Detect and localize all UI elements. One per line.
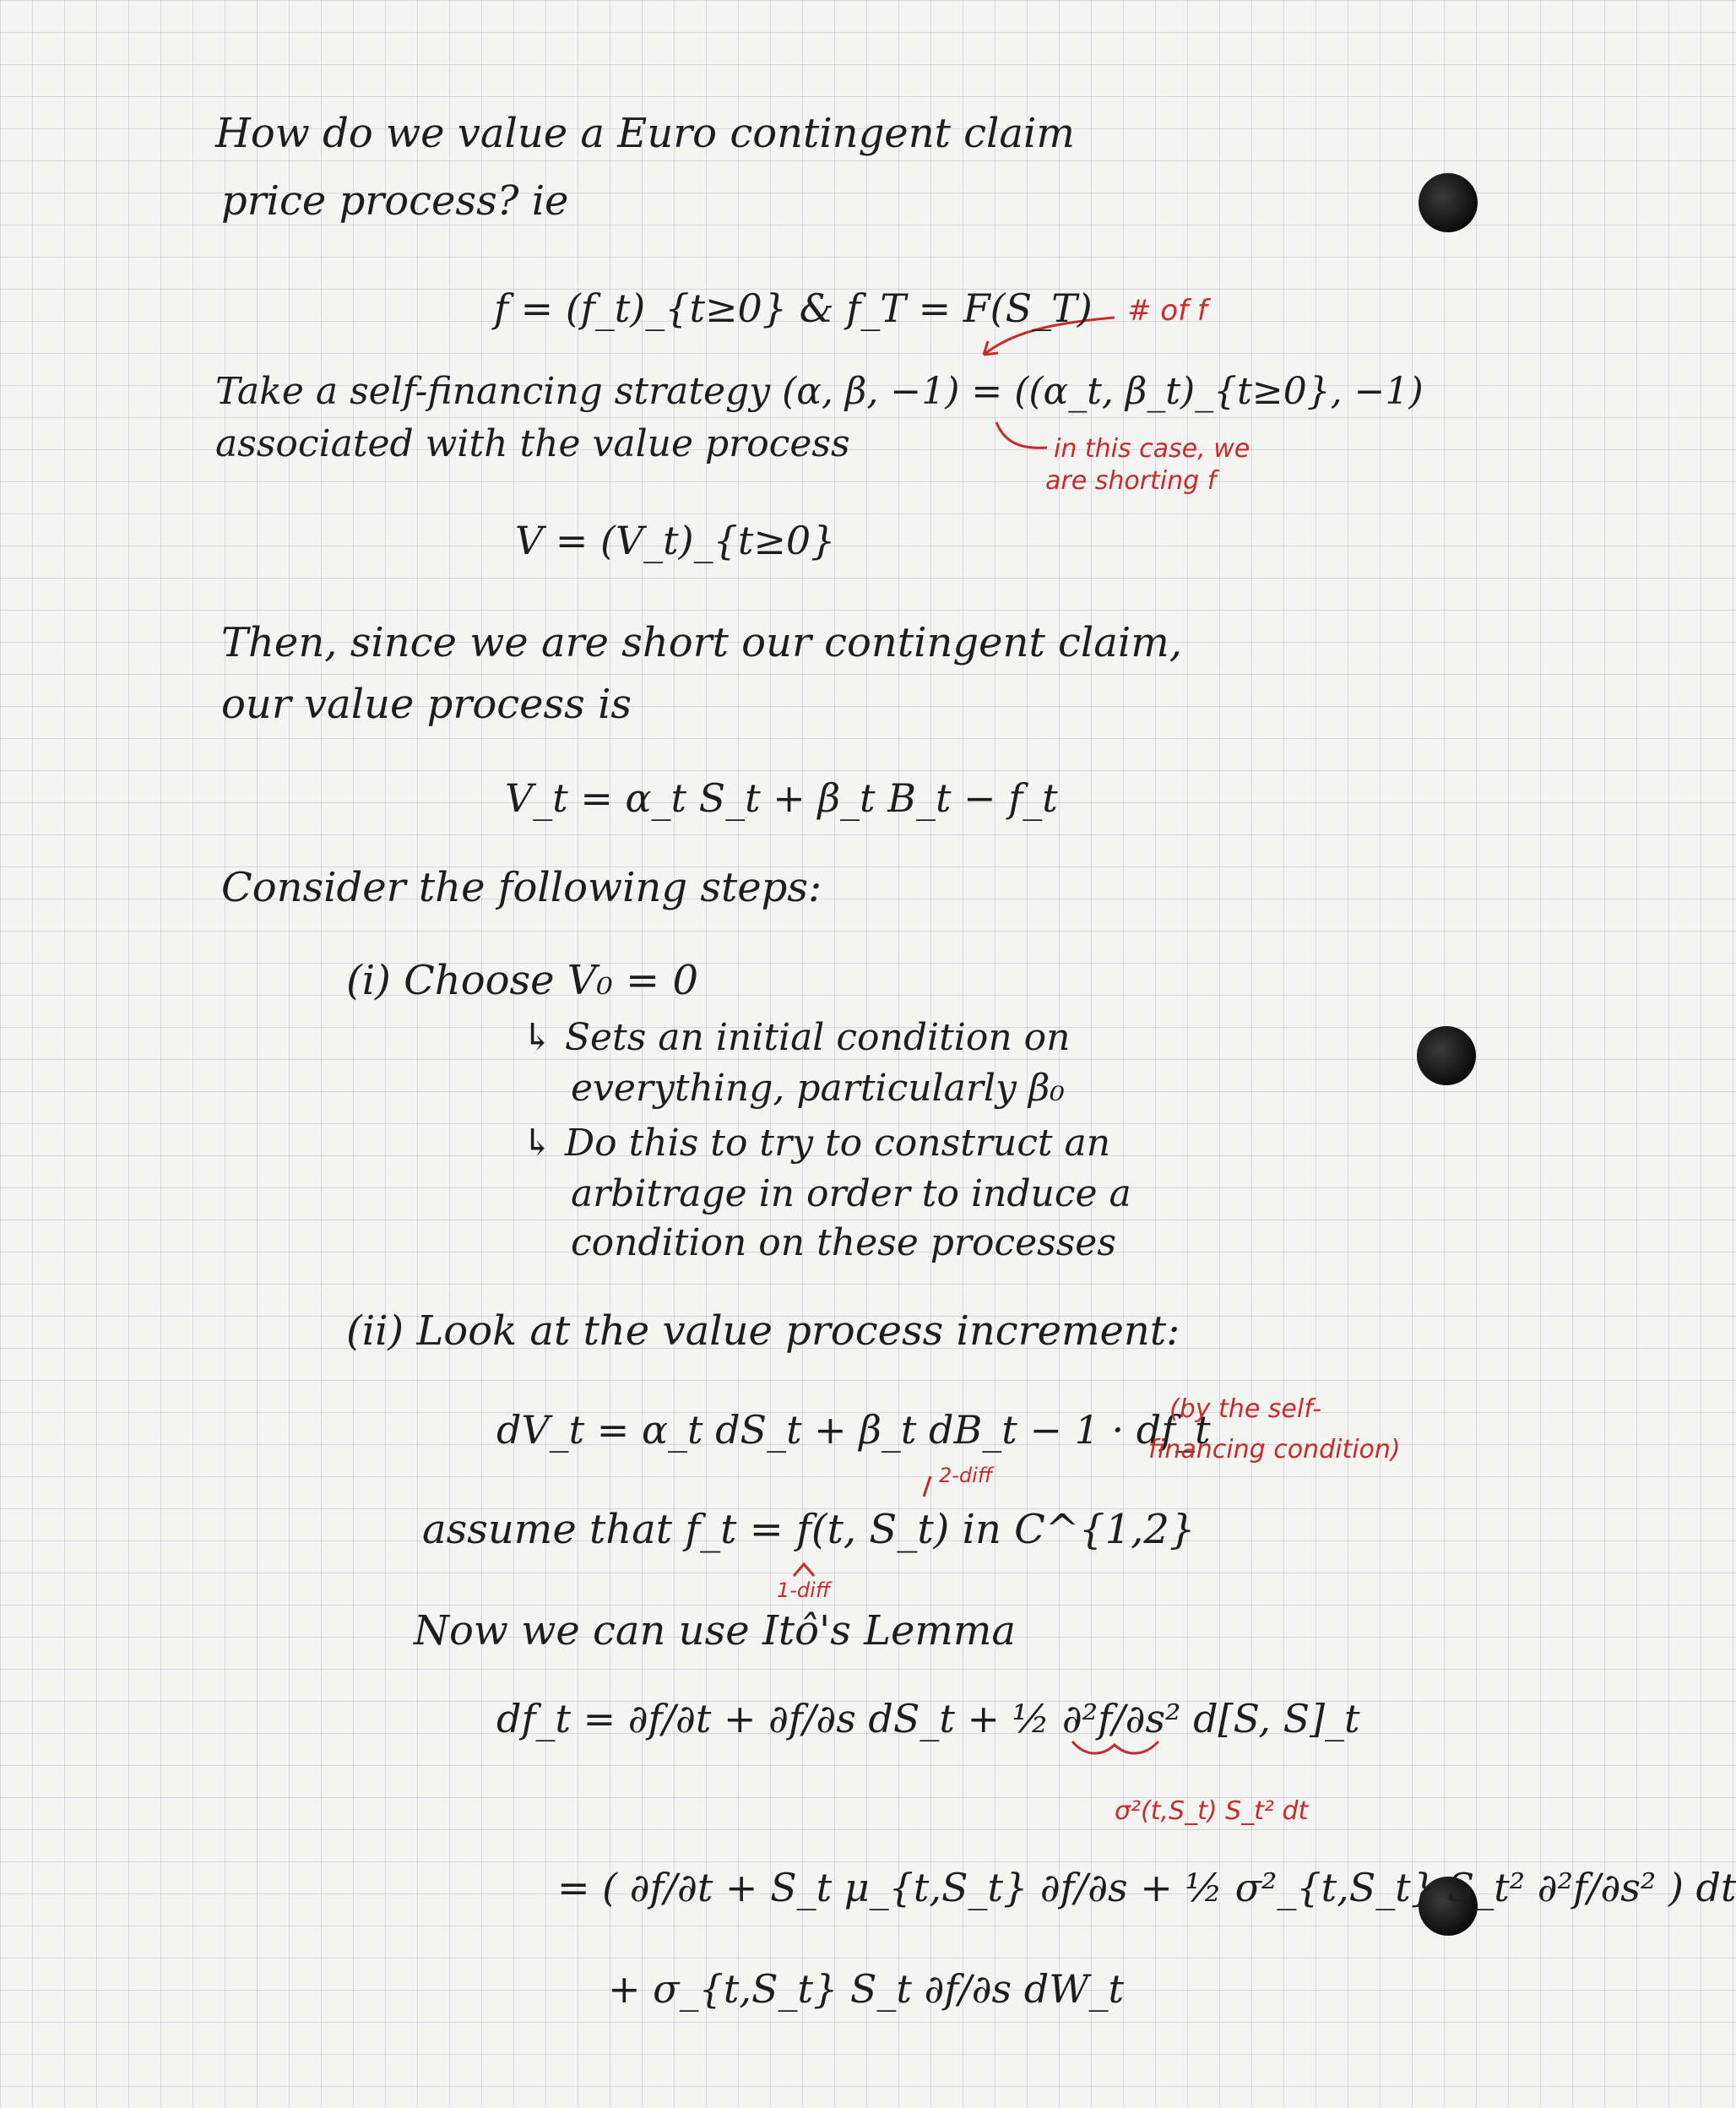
annotation-number-of-f: # of f	[1127, 294, 1207, 328]
bullet-line: everything, particularly β₀	[571, 1067, 1065, 1110]
text-line: Consider the following steps:	[221, 864, 822, 911]
equation: + σ_{t,S_t} S_t ∂f/∂s dW_t	[608, 1966, 1124, 2012]
text-line: How do we value a Euro contingent claim	[215, 110, 1075, 157]
step-heading: (i) Choose V₀ = 0	[346, 957, 698, 1004]
annotation-quadratic-variation: σ²(t,S_t) S_t² dt	[1115, 1796, 1309, 1826]
annotation-shorting: in this case, we	[1054, 434, 1250, 464]
binder-hole	[1419, 173, 1478, 232]
equation: f = (f_t)_{t≥0} & f_T = F(S_T)	[494, 285, 1093, 331]
text-line: price process? ie	[221, 177, 569, 225]
bullet-line: ↳ Sets an initial condition on	[522, 1016, 1071, 1059]
text-line: Then, since we are short our contingent claim,	[221, 619, 1182, 666]
annotation-two-diff: 2-diff	[939, 1464, 993, 1487]
equation: dV_t = α_t dS_t + β_t dB_t − 1 · df_t	[496, 1407, 1211, 1453]
bullet-line: condition on these processes	[571, 1221, 1116, 1264]
binder-hole	[1417, 1026, 1476, 1085]
equation: df_t = ∂f/∂t + ∂f/∂s dS_t + ½ ∂²f/∂s² d[S, S]_t	[496, 1696, 1360, 1741]
annotation-one-diff: 1-diff	[777, 1578, 831, 1602]
text-line: Now we can use Itô's Lemma	[414, 1607, 1017, 1654]
equation: V = (V_t)_{t≥0}	[515, 518, 836, 563]
text-line: our value process is	[221, 681, 632, 728]
equation: V_t = α_t S_t + β_t B_t − f_t	[505, 775, 1058, 821]
text-line: associated with the value process	[215, 422, 850, 465]
annotation-shorting: are shorting f	[1045, 466, 1217, 496]
annotation-self-financing: financing condition)	[1148, 1435, 1401, 1464]
text-line: assume that f_t = f(t, S_t) in C^{1,2}	[422, 1506, 1196, 1553]
text-line: Take a self-financing strategy (α, β, −1) = ((α_t, β_t)_{t≥0}, −1)	[215, 370, 1424, 413]
step-heading: (ii) Look at the value process increment:	[346, 1307, 1180, 1355]
bullet-line: ↳ Do this to try to construct an	[522, 1122, 1111, 1165]
bullet-line: arbitrage in order to induce a	[571, 1172, 1131, 1215]
equation: = ( ∂f/∂t + S_t μ_{t,S_t} ∂f/∂s + ½ σ²_{t,S_t} S_t² ∂²f/∂s² ) dt	[557, 1865, 1736, 1910]
annotation-self-financing: (by the self-	[1169, 1394, 1322, 1424]
